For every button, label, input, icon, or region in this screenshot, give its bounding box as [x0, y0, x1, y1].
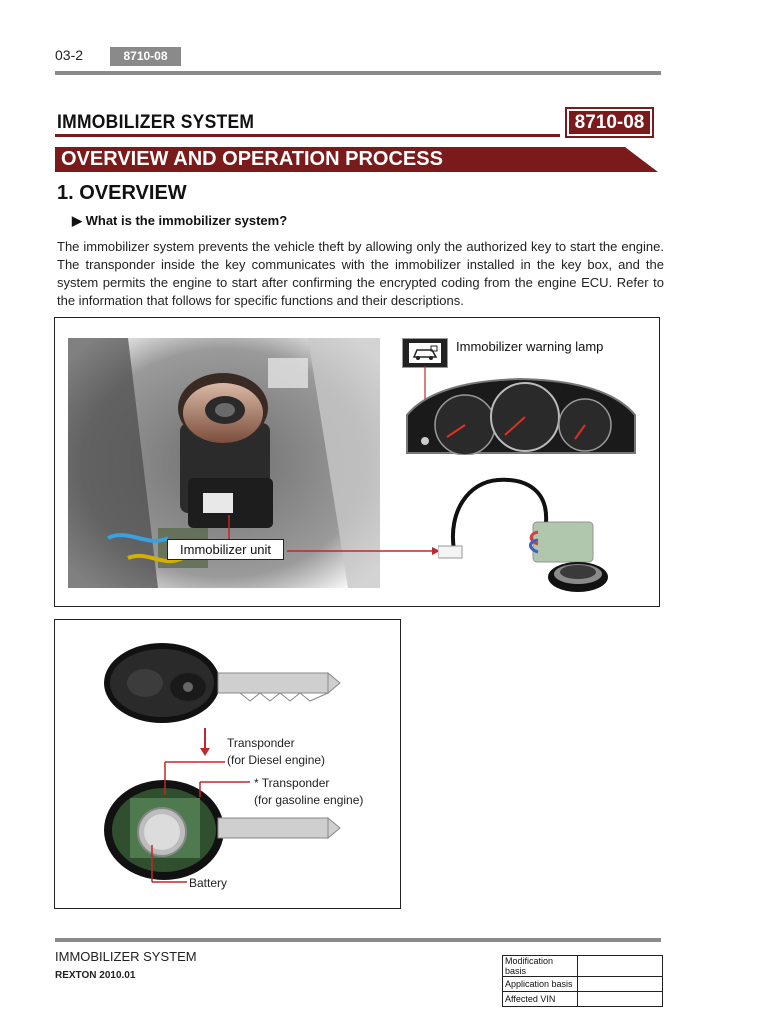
table-value: [578, 992, 663, 1007]
immobilizer-unit-label: Immobilizer unit: [167, 539, 284, 560]
section-title: OVERVIEW AND OPERATION PROCESS: [61, 148, 443, 170]
overview-subheading: ▶ What is the immobilizer system?: [72, 213, 288, 228]
page-number: 03-2: [55, 47, 84, 63]
table-row: [503, 977, 663, 992]
instrument-cluster: [405, 375, 637, 455]
warning-lamp-icon: [402, 338, 448, 368]
table-row: [503, 956, 663, 977]
footer-subtitle: REXTON 2010.01: [55, 970, 136, 981]
footer-rule: [55, 938, 661, 942]
footer-title: IMMOBILIZER SYSTEM: [55, 949, 197, 964]
transponder-diesel-line2: (for Diesel engine): [227, 753, 326, 767]
key-down-arrow: [198, 728, 212, 758]
transponder-gasoline-label: [254, 775, 363, 809]
system-title: IMMOBILIZER SYSTEM: [57, 112, 255, 133]
overview-paragraph: The immobilizer system prevents the vehicle theft by allowing only the authorized key to start the engine. The transponder inside the key communicates with the immobilizer installed in the key box, and the system permits the engine to start after confirming the encrypted coding from the engine ECU. Refer to the information that follows for specific functions and their descriptions.: [57, 239, 664, 308]
table-value: [578, 977, 663, 992]
callout-lines: [145, 755, 255, 890]
transponder-diesel-label: [227, 735, 325, 769]
warning-lamp-label: Immobilizer warning lamp: [456, 339, 604, 354]
header-rule: [55, 71, 661, 75]
table-row: [503, 992, 663, 1007]
modification-table: [502, 955, 663, 1007]
overview-heading: 1. OVERVIEW: [57, 182, 187, 204]
table-key: Modification basis: [503, 956, 578, 977]
transponder-diesel-line1: Transponder: [227, 736, 295, 750]
key-photo: [100, 635, 345, 735]
connector-photo: [438, 472, 613, 597]
title-code: 8710-08: [569, 111, 650, 134]
table-key: Application basis: [503, 977, 578, 992]
transponder-gasoline-line2: (for gasoline engine): [254, 793, 364, 807]
table-value: [578, 956, 663, 977]
transponder-gasoline-line1: * Transponder: [254, 776, 330, 790]
title-code-box: [565, 107, 654, 138]
battery-label: Battery: [189, 876, 228, 890]
table-key: Affected VIN: [503, 992, 578, 1007]
code-badge: 8710-08: [110, 47, 181, 66]
title-underline: [55, 134, 560, 137]
